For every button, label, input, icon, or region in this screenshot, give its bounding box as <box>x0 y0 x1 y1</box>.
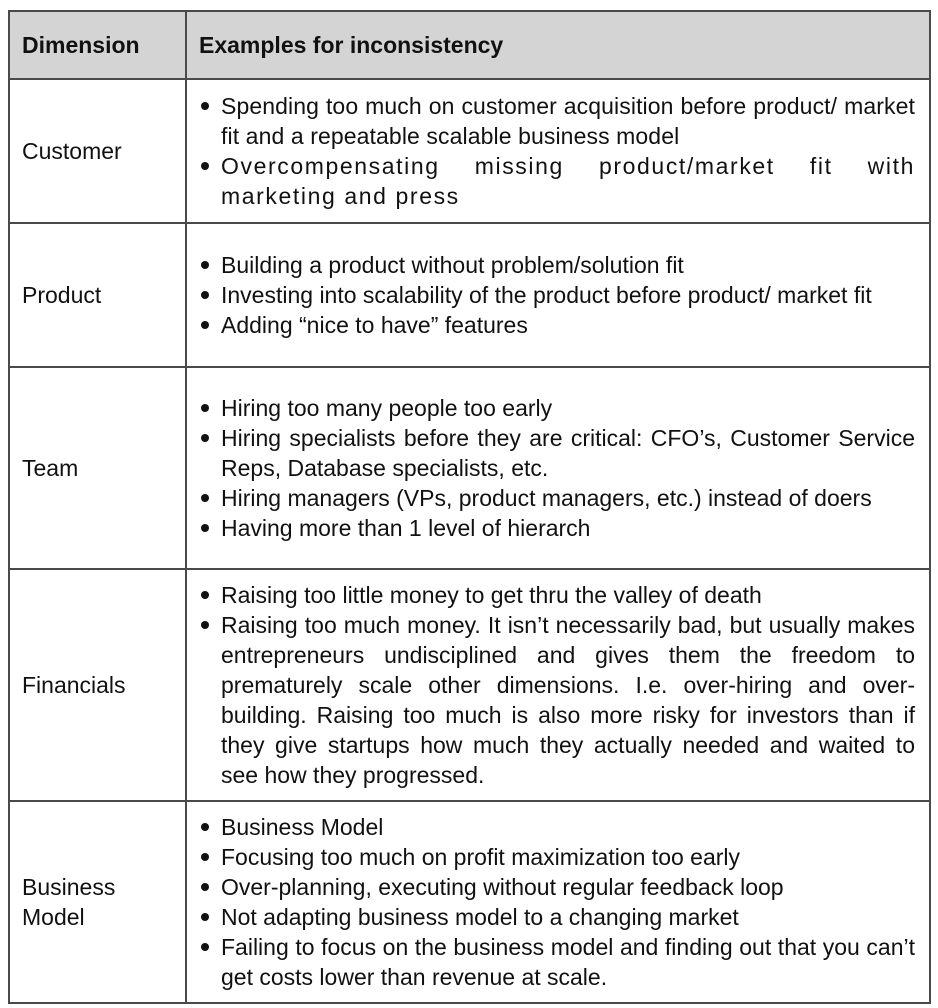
header-examples: Examples for inconsistency <box>186 11 930 79</box>
list-item: Hiring too many people too early <box>199 393 915 423</box>
examples-cell <box>186 223 930 367</box>
table-row-customer <box>9 79 930 223</box>
examples-cell <box>186 569 930 801</box>
list-item: Building a product without problem/solution fit <box>199 250 915 280</box>
table-row-financials <box>9 569 930 801</box>
table-row-team <box>9 367 930 569</box>
list-item: Focusing too much on profit maximization too early <box>199 842 915 872</box>
examples-cell <box>186 801 930 1003</box>
list-item: Not adapting business model to a changing market <box>199 902 915 932</box>
list-item: Over-planning, executing without regular feedback loop <box>199 872 915 902</box>
list-item: Raising too little money to get thru the valley of death <box>199 580 915 610</box>
list-item: Having more than 1 level of hierarch <box>199 513 915 543</box>
list-item: Spending too much on customer acquisition before product/ market fit and a repeatable scalable business model <box>199 91 915 151</box>
examples-list <box>199 580 915 790</box>
table-row-product <box>9 223 930 367</box>
dimension-cell: Product <box>9 223 186 367</box>
inconsistency-table-container <box>8 10 929 1002</box>
list-item: Hiring specialists before they are critical: CFO’s, Customer Service Reps, Database specialists, etc. <box>199 423 915 483</box>
header-row <box>9 11 930 79</box>
inconsistency-table <box>8 10 931 1004</box>
examples-list <box>199 250 915 340</box>
examples-list <box>199 812 915 992</box>
list-item: Raising too much money. It isn’t necessarily bad, but usually makes entrepreneurs undisciplined and gives them the freedom to prematurely scale other dimensions. I.e. over-hiring and over-building. Raising too much is also more risky for investors than if they give startups how much they actually needed and waited to see how they progressed. <box>199 610 915 790</box>
list-item: Adding “nice to have” features <box>199 310 915 340</box>
dimension-cell: Team <box>9 367 186 569</box>
list-item: Business Model <box>199 812 915 842</box>
examples-list <box>199 91 915 211</box>
table-header <box>9 11 930 79</box>
examples-list <box>199 393 915 543</box>
dimension-cell: Business Model <box>9 801 186 1003</box>
examples-cell <box>186 367 930 569</box>
list-item: Investing into scalability of the product before product/ market fit <box>199 280 915 310</box>
list-item: Hiring managers (VPs, product managers, etc.) instead of doers <box>199 483 915 513</box>
dimension-cell: Financials <box>9 569 186 801</box>
header-dimension: Dimension <box>9 11 186 79</box>
dimension-cell: Customer <box>9 79 186 223</box>
table-body <box>9 79 930 1003</box>
table-row-business-model <box>9 801 930 1003</box>
list-item: Overcompensating missing product/market fit with marketing and press <box>199 151 915 211</box>
examples-cell <box>186 79 930 223</box>
list-item: Failing to focus on the business model and finding out that you can’t get costs lower than revenue at scale. <box>199 932 915 992</box>
